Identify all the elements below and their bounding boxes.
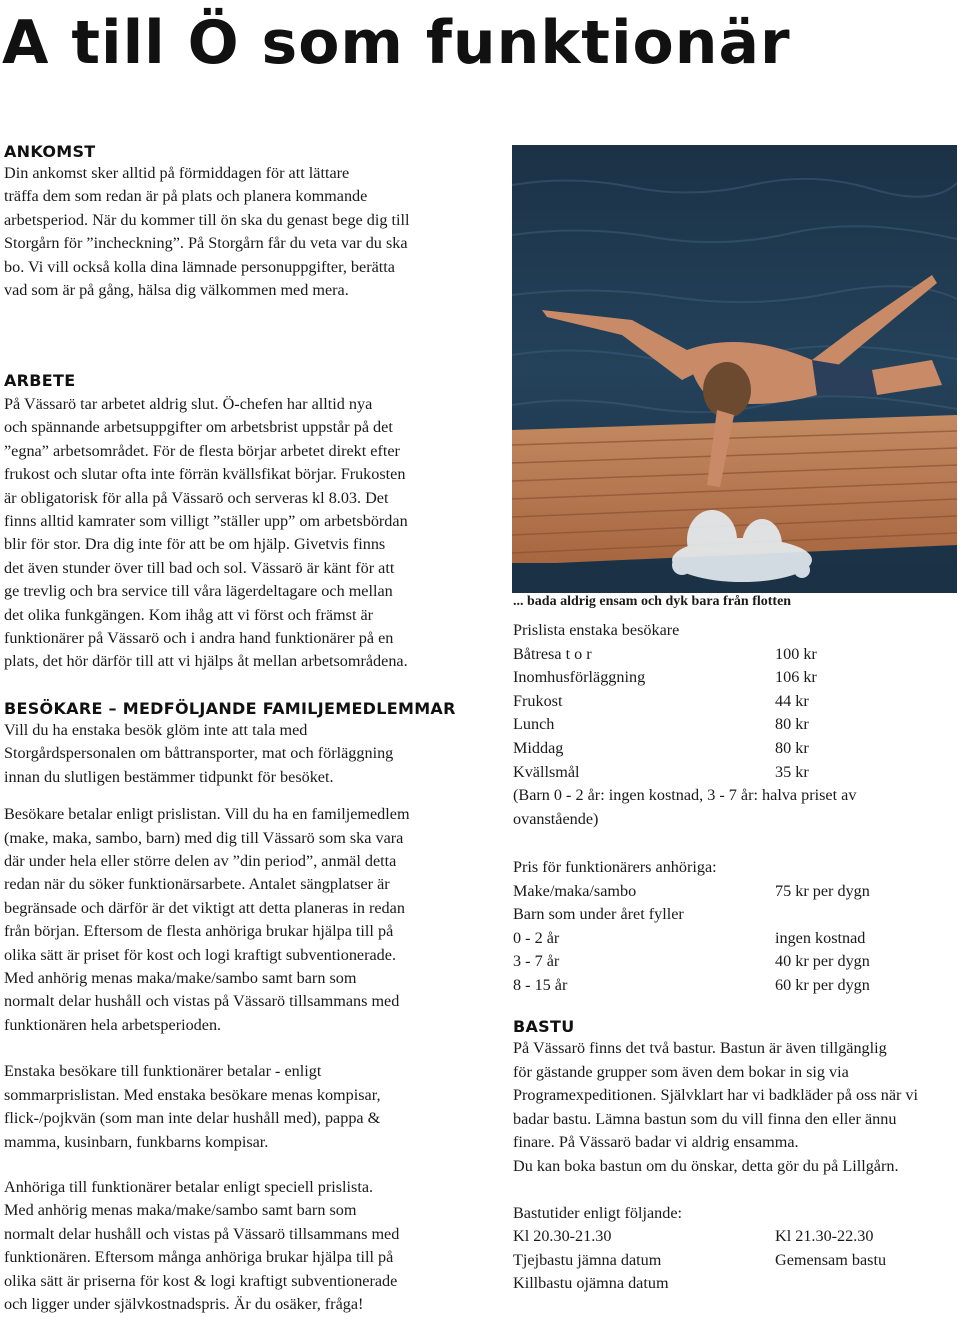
photo-caption: ... bada aldrig ensam och dyk bara från flotten	[513, 594, 792, 609]
price-row	[513, 761, 953, 785]
besokare-line: olika sätt är priserna för kost & logi kraftigt subventionerade	[4, 1271, 398, 1290]
bastu-line: för gästande grupper som även dem bokar in sig via	[513, 1062, 849, 1081]
ankomst-line: vad som är på gång, hälsa dig välkommen med mera.	[4, 281, 349, 300]
besokare-line: där under hela eller större delen av ”din period”, anmäl detta	[4, 852, 397, 871]
price-row	[513, 666, 953, 690]
relatives-row	[513, 950, 953, 974]
arbete-line: det även stunder över till bad och sol. Vässarö är känt för att	[4, 558, 395, 577]
section-bastu	[513, 1017, 953, 1296]
arbete-line: ge trevlig och bra service till våra lägerdeltagare och mellan	[4, 582, 393, 601]
besokare-line: Enstaka besökare till funktionärer betalar - enligt	[4, 1062, 322, 1081]
besokare-line: flick-/pojkvän (som man inte delar hushåll med), pappa &	[4, 1109, 381, 1128]
price-value: 106 kr	[775, 668, 817, 687]
besokare-line: Vill du ha enstaka besök glöm inte att tala med	[4, 721, 308, 739]
bastu-line: badar bastu. Lämna bastun som du vill finna den eller ännu	[513, 1109, 897, 1128]
bastu-time-left: Killbastu ojämna datum	[513, 1274, 669, 1293]
besokare-line: funktionären. Eftersom många anhöriga brukar hjälpa till på	[4, 1248, 394, 1267]
bastu-time-right: Gemensam bastu	[775, 1250, 887, 1269]
relatives-item: Make/maka/sambo	[513, 881, 637, 900]
arbete-line: är obligatorisk för alla på Vässarö och serveras kl 8.03. Det	[4, 488, 389, 507]
ankomst-text	[4, 162, 504, 302]
relatives-price: 75 kr per dygn	[775, 881, 870, 900]
price-list	[513, 619, 953, 831]
besokare-line: normalt delar hushåll och vistas på Vässarö tillsammans med	[4, 992, 400, 1011]
relatives-price: ingen kostnad	[775, 928, 866, 947]
price-list-title: Prislista enstaka besökare	[513, 621, 680, 639]
heading-bastu: BASTU	[513, 1017, 575, 1036]
arbete-line: På Vässarö tar arbetet aldrig slut. Ö-chefen har alltid nya	[4, 395, 373, 413]
ankomst-line: Storgårn för ”incheckning”. På Storgårn får du veta var du ska	[4, 234, 408, 253]
relatives-title: Pris för funktionärers anhöriga:	[513, 858, 717, 876]
price-item: Frukost	[513, 691, 563, 710]
besokare-p2	[4, 803, 504, 1037]
heading-arbete: ARBETE	[4, 371, 76, 390]
besokare-p4	[4, 1176, 504, 1316]
heading-besokare: BESÖKARE – MEDFÖLJANDE FAMILJEMEDLEMMAR	[4, 699, 456, 718]
relatives-subtitle: Barn som under året fyller	[513, 905, 684, 924]
besokare-p3	[4, 1060, 504, 1154]
section-besokare	[4, 699, 504, 1316]
relatives-prices	[513, 856, 953, 998]
price-note: (Barn 0 - 2 år: ingen kostnad, 3 - 7 år: halva priset av	[513, 786, 857, 805]
arbete-line: det olika funkgängen. Kom ihåg att vi först och främst är	[4, 605, 374, 624]
ankomst-line: Din ankomst sker alltid på förmiddagen för att lättare	[4, 164, 350, 182]
besokare-p1	[4, 719, 504, 789]
price-note: ovanstående)	[513, 809, 599, 828]
relatives-price: 40 kr per dygn	[775, 952, 870, 971]
price-item: Båtresa t o r	[513, 644, 592, 663]
besokare-line: begränsade och därför är det viktigt att detta planeras in redan	[4, 898, 405, 917]
price-value: 80 kr	[775, 715, 809, 734]
besokare-line: Storgårdspersonalen om båttransporter, mat och förläggning	[4, 744, 394, 763]
price-item: Lunch	[513, 715, 555, 734]
arbete-line: finns alltid kamrater som villigt ”ställer upp” om arbetsbördan	[4, 512, 408, 531]
bastu-times-row	[513, 1249, 953, 1273]
ankomst-line: arbetsperiod. När du kommer till ön ska du genast bege dig till	[4, 210, 410, 229]
price-row	[513, 690, 953, 714]
price-item: Kvällsmål	[513, 762, 580, 781]
bastu-line: På Vässarö finns det två bastur. Bastun är även tillgänglig	[513, 1039, 887, 1057]
relatives-row	[513, 927, 953, 951]
besokare-line: redan när du söker funktionärsarbete. Antalet sängplatser är	[4, 875, 390, 894]
price-row	[513, 713, 953, 737]
bastu-time-left: Tjejbastu jämna datum	[513, 1250, 662, 1269]
besokare-line: normalt delar hushåll och vistas på Vässarö tillsammans med	[4, 1224, 400, 1243]
price-value: 35 kr	[775, 762, 809, 781]
bastu-times-row	[513, 1225, 953, 1249]
arbete-line: ”egna” arbetsområdet. För de flesta börjar arbetet direkt efter	[4, 441, 400, 460]
bastu-times-title: Bastutider enligt följande:	[513, 1203, 683, 1222]
besokare-line: Anhöriga till funktionärer betalar enligt speciell prislista.	[4, 1177, 374, 1196]
besokare-line: funktionären hela arbetsperioden.	[4, 1015, 222, 1034]
relatives-price: 60 kr per dygn	[775, 975, 870, 994]
besokare-line: och ligger under självkostnadspris. Är du osäker, fråga!	[4, 1294, 364, 1313]
price-item: Inomhusförläggning	[513, 668, 646, 687]
arbete-line: och spännande arbetsuppgifter om arbetsbrist uppstår på det	[4, 418, 393, 437]
bastu-line: finare. På Vässarö badar vi aldrig ensamma.	[513, 1133, 799, 1152]
price-value: 80 kr	[775, 738, 809, 757]
diving-photo	[512, 145, 957, 593]
heading-ankomst: ANKOMST	[4, 142, 96, 161]
section-ankomst	[4, 142, 504, 302]
price-value: 44 kr	[775, 691, 809, 710]
bastu-line: Programexpeditionen. Självklart har vi badkläder på oss när vi	[513, 1086, 919, 1105]
arbete-line: funktionärer på Vässarö och i andra hand funktionärer på en	[4, 629, 394, 648]
besokare-line: sommarprislistan. Med enstaka besökare menas kompisar,	[4, 1085, 381, 1104]
relatives-item: 3 - 7 år	[513, 952, 560, 971]
relatives-row	[513, 974, 953, 998]
diver-illustration	[512, 145, 957, 593]
bastu-time-right: Kl 21.30-22.30	[775, 1227, 874, 1246]
page-title: A till Ö som funktionär	[2, 8, 791, 78]
besokare-line: innan du slutligen bestämmer tidpunkt för besöket.	[4, 767, 334, 786]
ankomst-line: träffa dem som redan är på plats och planera kommande	[4, 187, 368, 206]
besokare-line: Med anhörig menas maka/make/sambo samt barn som	[4, 969, 357, 988]
besokare-line: från början. Eftersom de flesta anhöriga brukar hjälpa till på	[4, 922, 394, 941]
arbete-line: plats, det hör därför till att vi hjälps åt mellan arbetsområdena.	[4, 652, 408, 671]
besokare-line: olika sätt är priset för kost och logi kraftigt subventionerade.	[4, 945, 396, 964]
bastu-time-left: Kl 20.30-21.30	[513, 1227, 612, 1246]
arbete-line: frukost och slutar ofta inte förrän kvällsfikat börjar. Frukosten	[4, 465, 406, 484]
relatives-item: 0 - 2 år	[513, 928, 560, 947]
section-arbete	[4, 371, 504, 674]
price-row	[513, 737, 953, 761]
relatives-row	[513, 880, 953, 904]
besokare-line: Besökare betalar enligt prislistan. Vill du ha en familjemedlem	[4, 805, 410, 824]
bastu-times-row	[513, 1272, 953, 1296]
relatives-item: 8 - 15 år	[513, 975, 568, 994]
arbete-line: blir för stor. Dra dig inte för att be om hjälp. Givetvis finns	[4, 535, 386, 554]
price-row	[513, 643, 953, 667]
price-item: Middag	[513, 738, 564, 757]
ankomst-line: bo. Vi vill också kolla dina lämnade personuppgifter, berätta	[4, 257, 395, 276]
arbete-text	[4, 393, 504, 674]
bastu-line: Du kan boka bastun om du önskar, detta gör du på Lillgårn.	[513, 1156, 899, 1175]
besokare-line: (make, maka, sambo, barn) med dig till Vässarö som ska vara	[4, 828, 404, 847]
besokare-line: mamma, kusinbarn, funkbarns kompisar.	[4, 1132, 269, 1151]
besokare-line: Med anhörig menas maka/make/sambo samt barn som	[4, 1201, 357, 1220]
price-value: 100 kr	[775, 644, 817, 663]
